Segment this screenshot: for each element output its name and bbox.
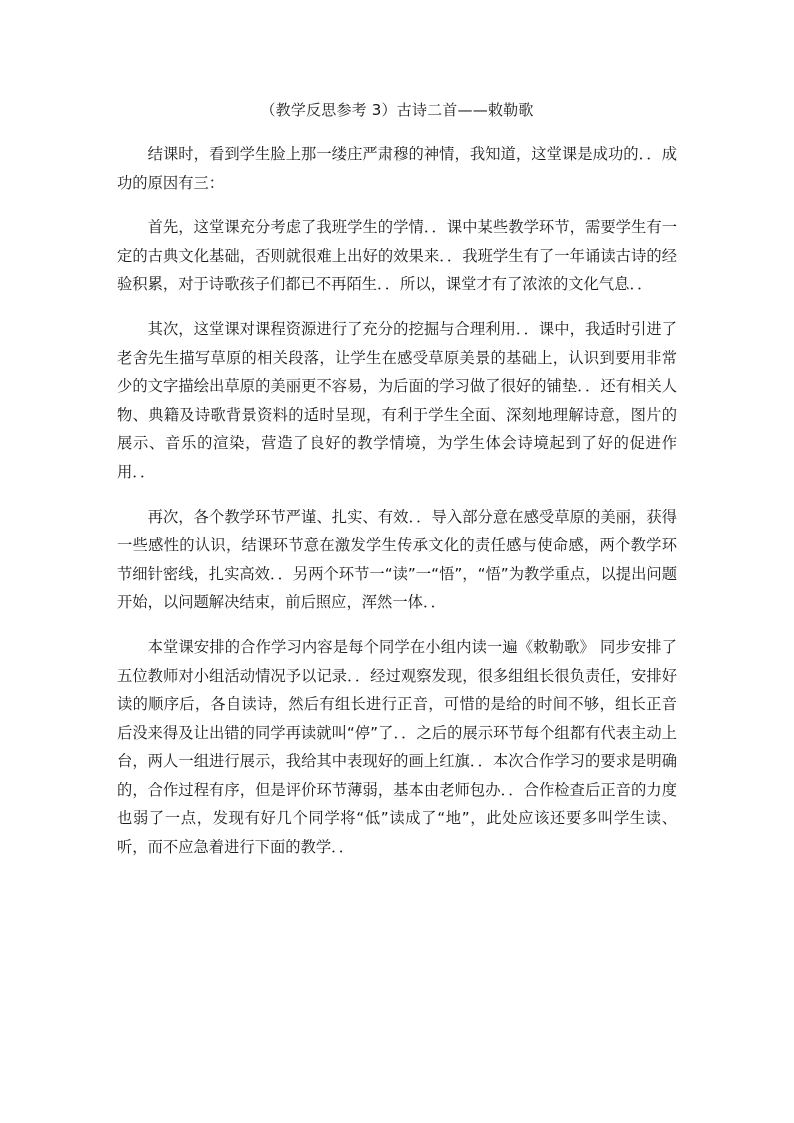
paragraph-intro: 结课时，看到学生脸上那一缕庄严肃穆的神情，我知道，这堂课是成功的．．成功的原因有三： xyxy=(117,145,677,192)
paragraph-first-reason: 首先，这堂课充分考虑了我班学生的学情．．课中某些教学环节，需要学生有一定的古典文化基础，否则就很难上出好的效果来．．我班学生有了一年诵读古诗的经验积累，对于诗歌孩子们都已不再陌生．．所以，课堂才有了浓浓的文化气息．． xyxy=(117,218,677,294)
paragraph-second-reason: 其次，这堂课对课程资源进行了充分的挖掘与合理利用．．课中，我适时引进了老舍先生描写草原的相关段落，让学生在感受草原美景的基础上，认识到要用非常少的文字描绘出草原的美丽更不容易，为后面的学习做了很好的铺垫．．还有相关人物、典籍及诗歌背景资料的适时呈现，有利于学生全面、深刻地理解诗意，图片的展示、音乐的渲染，营造了良好的教学情境，为学生体会诗境起到了好的促进作用．． xyxy=(117,319,677,481)
document-title: （教学反思参考 3）古诗二首——敕勒歌 xyxy=(260,101,534,119)
paragraph-third-reason: 再次，各个教学环节严谨、扎实、有效．．导入部分意在感受草原的美丽，获得一些感性的认识，结课环节意在激发学生传承文化的责任感与使命感，两个教学环节细针密线，扎实高效．．另两个环节一“读”一“悟”，“悟”为教学重点，以提出问题开始，以问题解决结束，前后照应，浑然一体．． xyxy=(117,507,677,612)
document-body xyxy=(117,140,677,878)
paragraph-cooperative-learning: 本堂课安排的合作学习内容是每个同学在小组内读一遍《敕勒歌》 同步安排了五位教师对小组活动情况予以记录．．经过观察发现，很多组组长很负责任，安排好读的顺序后，各自读诗，然后有组长进行正音，可惜的是给的时间不够，组长正音后没来得及让出错的同学再读就叫“停”了．．之后的展示环节每个组都有代表主动上台，两人一组进行展示，我给其中表现好的画上红旗．．本次合作学习的要求是明确的，合作过程有序，但是评价环节薄弱，基本由老师包办．．合作检查后正音的力度也弱了一点，发现有好几个同学将“低”读成了“地”，此处应该还要多叫学生读、听，而不应急着进行下面的教学．． xyxy=(117,637,677,857)
